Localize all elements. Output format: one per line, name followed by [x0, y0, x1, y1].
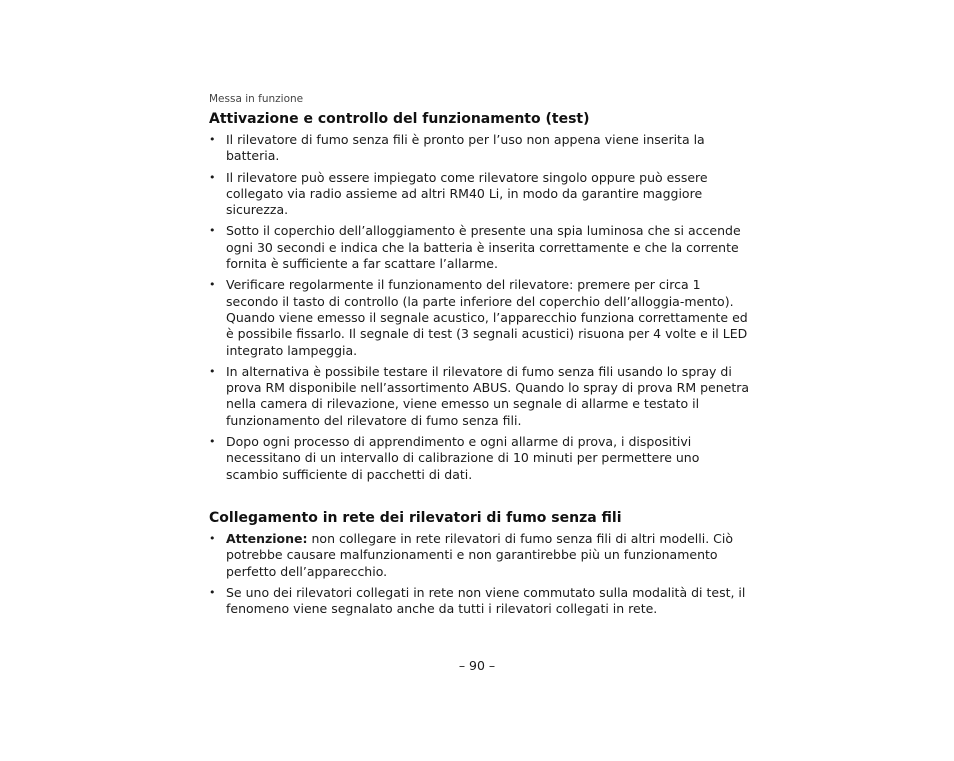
list-item — [209, 585, 754, 618]
warning-label: Attenzione: — [226, 530, 308, 546]
list-item-text: Se uno dei rilevatori collegati in rete non viene commutato sulla modalità di test, il fenomeno viene segnalato anche da tutti i rilevatori collegati in rete. — [226, 584, 746, 617]
section-label: Messa in funzione — [209, 93, 304, 105]
list-item — [209, 170, 754, 219]
bullet-icon: • — [209, 364, 216, 378]
list-item-text: Sotto il coperchio dell’alloggiamento è presente una spia luminosa che si accende ogni 30 secondi e indica che la batteria è inserita correttamente e che la corrente fornita è sufficiente a far scattare l’allarme. — [226, 223, 741, 272]
list-item-text: Dopo ogni processo di apprendimento e ogni allarme di prova, i dispositivi necessitano di un intervallo di calibrazione di 10 minuti per permettere uno scambio sufficiente di pacchetti di dati. — [226, 434, 700, 482]
list-item — [209, 277, 754, 358]
bullet-icon: • — [209, 278, 216, 292]
list-item — [209, 364, 754, 429]
list-item — [209, 132, 754, 165]
list-item — [209, 434, 754, 483]
list-item-text: Il rilevatore può essere impiegato come rilevatore singolo oppure può essere collegato via radio assieme ad altri RM40 Li, in modo da garantire maggiore sicurezza. — [226, 169, 708, 218]
heading-network-connection: Collegamento in rete dei rilevatori di fumo senza fili — [209, 509, 622, 526]
bullet-icon: • — [209, 435, 216, 449]
activation-bullet-list — [209, 132, 754, 483]
heading-activation-test: Attivazione e controllo del funzionamento (test) — [209, 111, 590, 127]
list-item-text: Verificare regolarmente il funzionamento del rilevatore: premere per circa 1 secondo il tasto di controllo (la parte inferiore del coperchio dell’alloggia-mento). Quando viene emesso il segnale acustico, l’apparecchio funziona correttamente ed è possibile fissarlo. Il segnale di test (3 segnali acustici) risuona per 4 volte e il LED integrato lampeggia. — [226, 277, 748, 358]
network-bullet-list — [209, 531, 754, 617]
page-number: – 90 – — [458, 658, 496, 673]
list-item-text: In alternativa è possibile testare il rilevatore di fumo senza fili usando lo spray di prova RM disponibile nell’assortimento ABUS. Quando lo spray di prova RM penetra nella camera di rilevazione, viene emesso un segnale di allarme e testato il funzionamento del rilevatore di fumo senza fili. — [226, 363, 750, 428]
bullet-icon: • — [209, 224, 216, 238]
list-item — [209, 223, 754, 272]
bullet-icon: • — [209, 170, 216, 184]
list-item-warning — [209, 531, 754, 580]
manual-page-content — [209, 92, 754, 622]
list-item-text: Il rilevatore di fumo senza fili è pronto per l’uso non appena viene inserita la batteria. — [226, 132, 705, 164]
bullet-icon: • — [209, 133, 216, 146]
list-item-text: non collegare in rete rilevatori di fumo senza fili di altri modelli. Ciò potrebbe causare malfunzionamenti e non garantirebbe più un funzionamento perfetto dell’apparecchio. — [226, 530, 733, 579]
bullet-icon: • — [209, 585, 216, 599]
bullet-icon: • — [209, 531, 216, 545]
